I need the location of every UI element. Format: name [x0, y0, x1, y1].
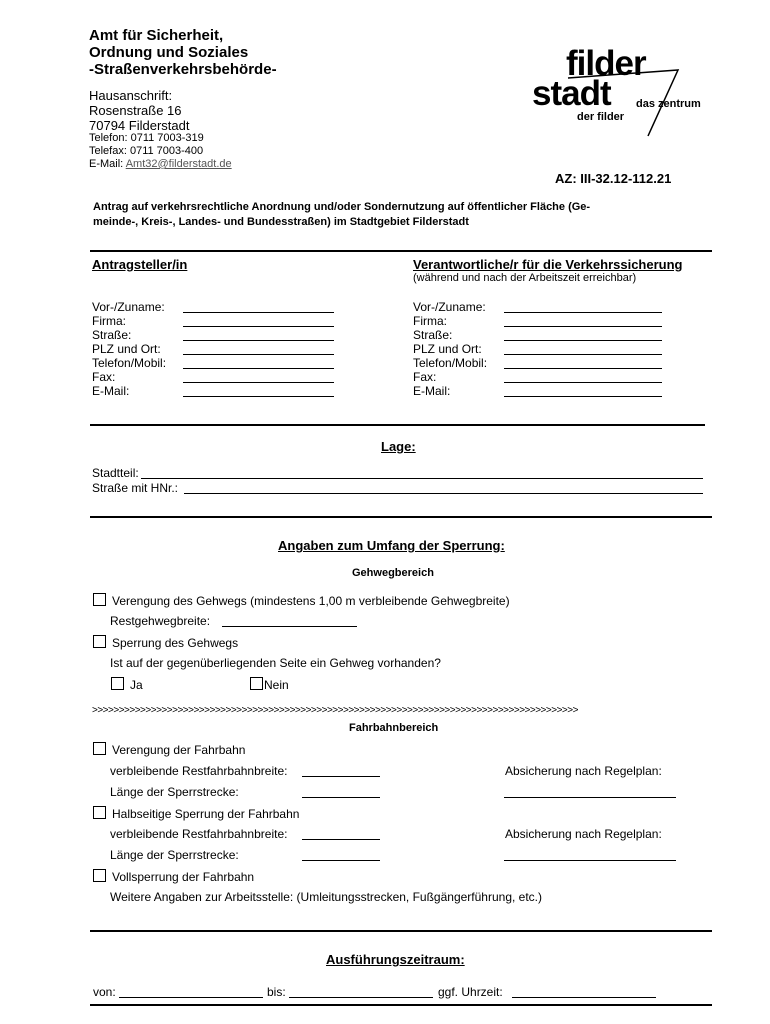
closure-heading: Angaben zum Umfang der Sperrung:	[278, 538, 505, 553]
half-closure-label: Halbseitige Sperrung der Fahrbahn	[112, 807, 300, 821]
phone-number: Telefon: 0711 7003-319	[89, 132, 204, 144]
responsible-field-input[interactable]	[504, 368, 662, 369]
applicant-field-input[interactable]	[183, 326, 334, 327]
applicant-field-input[interactable]	[183, 340, 334, 341]
responsible-field-label: PLZ und Ort:	[413, 342, 482, 356]
sidewalk-narrowing-option[interactable]	[93, 593, 510, 608]
sidewalk-narrowing-label: Verengung des Gehwegs (mindestens 1,00 m verbleibende Gehwegbreite)	[112, 594, 510, 608]
half-closure-option[interactable]	[93, 806, 299, 821]
checkbox[interactable]	[93, 869, 106, 882]
responsible-field-input[interactable]	[504, 312, 662, 313]
location-heading: Lage:	[381, 439, 416, 454]
from-label: von:	[93, 985, 116, 999]
fax-number: Telefax: 0711 7003-400	[89, 145, 204, 157]
logo-tagline-2: der filder	[577, 111, 625, 123]
office-title-1: Amt für Sicherheit,	[89, 27, 224, 44]
roadway-narrowing-option[interactable]	[93, 742, 245, 757]
applicant-field-label: Straße:	[92, 328, 132, 342]
safety-plan-label: Absicherung nach Regelplan:	[505, 764, 662, 778]
additional-info-label: Weitere Angaben zur Arbeitsstelle: (Umleitungsstrecken, Fußgängerführung, etc.)	[110, 890, 542, 904]
applicant-field-label: Fax:	[92, 370, 116, 384]
logo-word-stadt: stadt	[532, 74, 611, 113]
office-title-2: Ordnung und Soziales	[89, 44, 249, 61]
address-street: Rosenstraße 16	[89, 103, 182, 118]
responsible-field-label: Fax:	[413, 370, 437, 384]
applicant-field-input[interactable]	[183, 382, 334, 383]
office-title-3: -Straßenverkehrsbehörde-	[89, 61, 277, 78]
opposite-sidewalk-question: Ist auf der gegenüberliegenden Seite ein Gehweg vorhanden?	[110, 656, 441, 670]
remaining-roadway-label: verbleibende Restfahrbahnbreite:	[110, 827, 288, 841]
checkbox[interactable]	[93, 593, 106, 606]
divider	[90, 250, 712, 252]
divider	[90, 424, 705, 426]
checkbox[interactable]	[93, 806, 106, 819]
remaining-sidewalk-label: Restgehwegbreite:	[110, 614, 211, 628]
no-option[interactable]	[250, 677, 289, 692]
address-label: Hausanschrift:	[89, 88, 173, 103]
time-label: ggf. Uhrzeit:	[438, 985, 503, 999]
applicant-field-label: Vor-/Zuname:	[92, 300, 165, 314]
from-input[interactable]	[119, 997, 263, 998]
street-input[interactable]	[184, 493, 703, 494]
responsible-subheading: (während und nach der Arbeitszeit erreichbar)	[413, 272, 637, 284]
responsible-field-input[interactable]	[504, 340, 662, 341]
responsible-field-input[interactable]	[504, 326, 662, 327]
responsible-field-input[interactable]	[504, 382, 662, 383]
closure-length-input[interactable]	[302, 797, 380, 798]
email-label: E-Mail:	[89, 158, 126, 170]
district-label: Stadtteil:	[92, 466, 139, 480]
divider	[90, 1004, 712, 1006]
responsible-field-label: E-Mail:	[413, 384, 451, 398]
until-input[interactable]	[289, 997, 433, 998]
sidewalk-closure-option[interactable]	[93, 635, 238, 650]
closure-length-label: Länge der Sperrstrecke:	[110, 785, 239, 799]
district-input[interactable]	[141, 478, 703, 479]
file-reference: AZ: III-32.12-112.21	[555, 171, 672, 186]
yes-label: Ja	[130, 678, 143, 692]
closure-length-input[interactable]	[302, 860, 380, 861]
responsible-field-input[interactable]	[504, 354, 662, 355]
applicant-heading: Antragsteller/in	[92, 257, 188, 272]
responsible-field-label: Telefon/Mobil:	[413, 356, 488, 370]
period-heading: Ausführungszeitraum:	[326, 952, 465, 967]
separator-arrows: >>>>>>>>>>>>>>>>>>>>>>>>>>>>>>>>>>>>>>>>>>>>>>>>>>>>>>>>>>>>>>>>>>>>>>>>>>>>>>>>>>>>>>>>>>>	[92, 705, 578, 716]
until-label: bis:	[267, 985, 286, 999]
applicant-field-label: Telefon/Mobil:	[92, 356, 167, 370]
time-input[interactable]	[512, 997, 656, 998]
closure-length-label: Länge der Sperrstrecke:	[110, 848, 239, 862]
divider	[90, 930, 712, 932]
address-block	[89, 88, 189, 133]
checkbox[interactable]	[93, 742, 106, 755]
intro-line-2: meinde-, Kreis-, Landes- und Bundesstraßen) im Stadtgebiet Filderstadt	[93, 216, 469, 228]
full-closure-option[interactable]	[93, 869, 254, 884]
responsible-field-label: Straße:	[413, 328, 453, 342]
application-intro	[93, 200, 713, 230]
roadway-narrowing-label: Verengung der Fahrbahn	[112, 743, 246, 757]
responsible-field-label: Vor-/Zuname:	[413, 300, 486, 314]
yes-option[interactable]	[111, 677, 143, 692]
office-name	[89, 27, 277, 78]
email-link[interactable]: Amt32@filderstadt.de	[125, 158, 232, 170]
sidewalk-heading: Gehwegbereich	[352, 567, 434, 579]
remaining-roadway-input[interactable]	[302, 839, 380, 840]
logo-word-filder: filder	[566, 44, 646, 83]
checkbox[interactable]	[111, 677, 124, 690]
checkbox[interactable]	[250, 677, 263, 690]
applicant-field-input[interactable]	[183, 354, 334, 355]
contact-block	[89, 132, 232, 171]
applicant-field-input[interactable]	[183, 396, 334, 397]
logo-tagline-1: das zentrum	[636, 98, 701, 110]
remaining-sidewalk-input[interactable]	[222, 626, 357, 627]
divider	[90, 516, 712, 518]
checkbox[interactable]	[93, 635, 106, 648]
address-city: 70794 Filderstadt	[89, 118, 190, 133]
applicant-field-input[interactable]	[183, 312, 334, 313]
applicant-field-label: E-Mail:	[92, 384, 130, 398]
responsible-heading: Verantwortliche/r für die Verkehrssicherung	[413, 257, 683, 272]
applicant-field-label: Firma:	[92, 314, 126, 328]
responsible-field-label: Firma:	[413, 314, 447, 328]
roadway-heading: Fahrbahnbereich	[349, 722, 439, 734]
street-label: Straße mit HNr.:	[92, 481, 179, 495]
remaining-roadway-input[interactable]	[302, 776, 380, 777]
full-closure-label: Vollsperrung der Fahrbahn	[112, 870, 255, 884]
filderstadt-logo	[530, 44, 710, 144]
safety-plan-input[interactable]	[504, 797, 676, 798]
responsible-field-input[interactable]	[504, 396, 662, 397]
sidewalk-closure-label: Sperrung des Gehwegs	[112, 636, 239, 650]
applicant-field-input[interactable]	[183, 368, 334, 369]
no-label: Nein	[264, 678, 289, 692]
remaining-roadway-label: verbleibende Restfahrbahnbreite:	[110, 764, 288, 778]
safety-plan-label: Absicherung nach Regelplan:	[505, 827, 662, 841]
safety-plan-input[interactable]	[504, 860, 676, 861]
intro-line-1: Antrag auf verkehrsrechtliche Anordnung und/oder Sondernutzung auf öffentlicher Fläche (Ge-	[93, 201, 591, 213]
applicant-field-label: PLZ und Ort:	[92, 342, 161, 356]
